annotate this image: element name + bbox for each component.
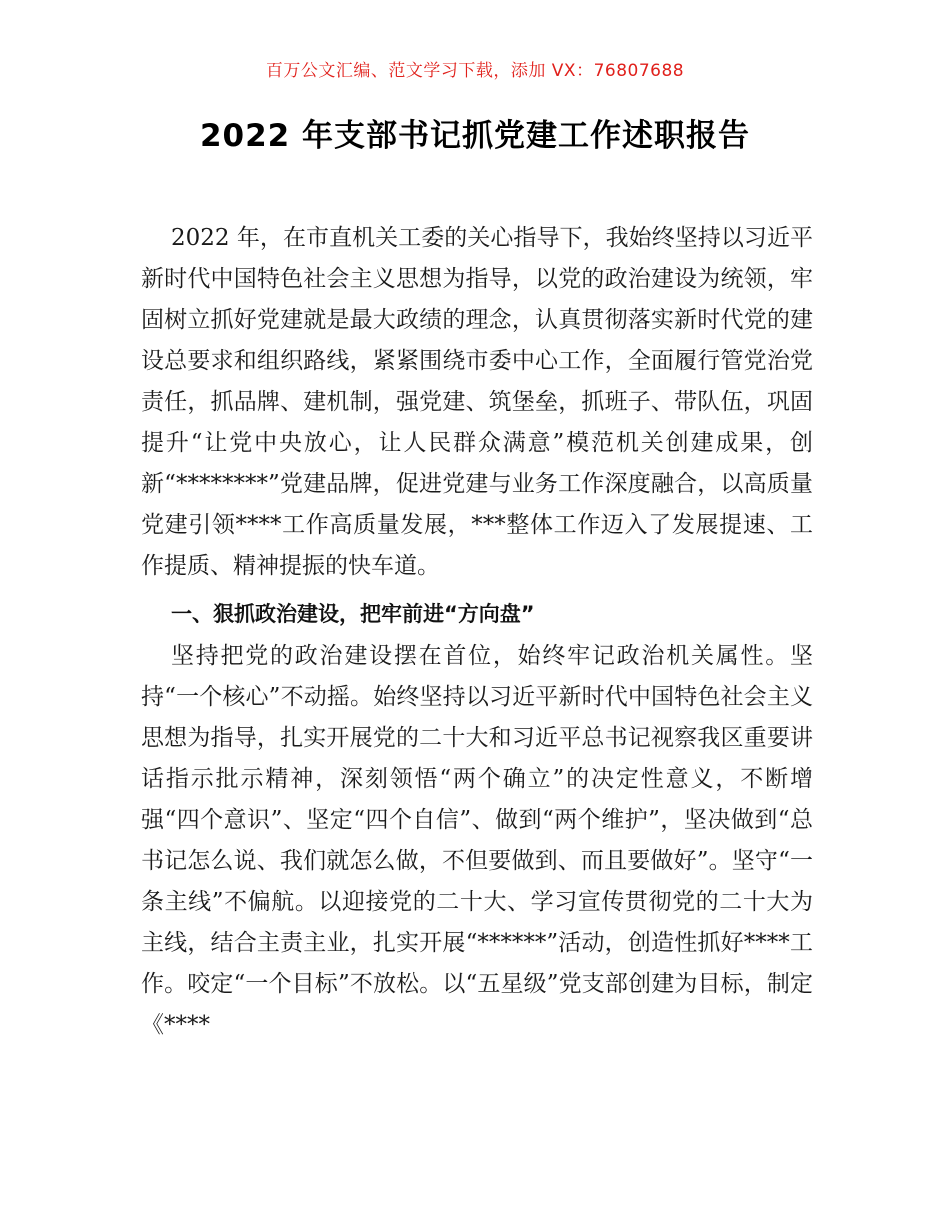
section-1-heading: 一、狠抓政治建设，把牢前进“方向盘” <box>171 602 535 626</box>
document-title: 2022 年支部书记抓党建工作述职报告 <box>199 118 751 154</box>
header-watermark-note: 百万公文汇编、范文学习下载，添加 VX：76807688 <box>265 61 685 81</box>
document-body <box>141 218 813 1046</box>
section-1-paragraph: 坚持把党的政治建设摆在首位，始终牢记政治机关属性。坚持“一个核心”不动摇。始终坚持以习近平新时代中国特色社会主义思想为指导，扎实开展党的二十大和习近平总书记视察我区重要讲话指示批示精神，深刻领悟“两个确立”的决定性意义，不断增强“四个意识”、坚定“四个自信”、做到“两个维护”，坚决做到“总书记怎么说、我们就怎么做，不但要做到、而且要做好”。坚守“一条主线”不偏航。以迎接党的二十大、学习宣传贯彻党的二十大为主线，结合主责主业，扎实开展“******”活动，创造性抓好****工作。咬定“一个目标”不放松。以“五星级”党支部创建为目标，制定《**** <box>141 643 813 1038</box>
intro-paragraph: 2022 年，在市直机关工委的关心指导下，我始终坚持以习近平新时代中国特色社会主义思想为指导，以党的政治建设为统领，牢固树立抓好党建就是最大政绩的理念，认真贯彻落实新时代党的建设总要求和组织路线，紧紧围绕市委中心工作，全面履行管党治党责任，抓品牌、建机制，强党建、筑堡垒，抓班子、带队伍，巩固提升“让党中央放心，让人民群众满意”模范机关创建成果，创新“********”党建品牌，促进党建与业务工作深度融合，以高质量党建引领****工作高质量发展，***整体工作迈入了发展提速、工作提质、精神提振的快车道。 <box>141 225 813 579</box>
